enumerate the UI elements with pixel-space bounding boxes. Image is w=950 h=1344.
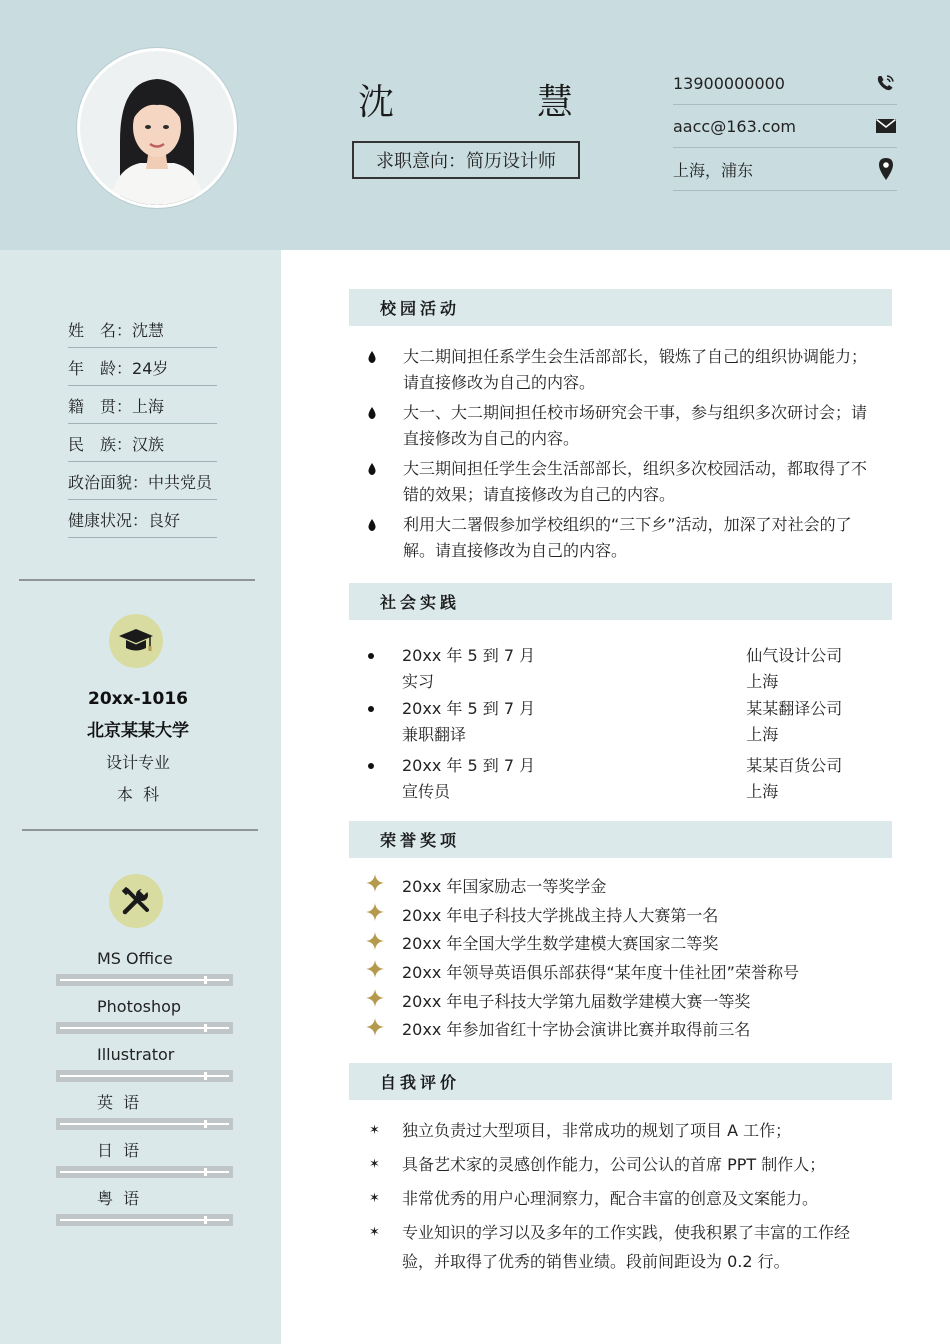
avatar <box>77 48 237 208</box>
info-row <box>68 311 217 348</box>
tools-icon <box>119 884 153 918</box>
portrait-image <box>80 51 234 205</box>
info-row <box>68 349 217 386</box>
drop-bullet-icon <box>367 456 377 482</box>
skill-item <box>56 1042 233 1068</box>
info-value: 汉族 <box>132 434 165 454</box>
practice-company: 某某翻译公司 <box>746 699 843 718</box>
practice-date: 20xx 年 5 到 7 月 <box>402 756 536 775</box>
name-char-1: 沈 <box>358 81 395 123</box>
star-bullet-icon: ✶ <box>369 1225 380 1240</box>
email-text: aacc@163.com <box>673 116 796 136</box>
list-item <box>366 1150 876 1179</box>
star-bullet-icon: ✶ <box>369 1191 380 1206</box>
list-item <box>366 753 876 805</box>
honor-text: 20xx 年参加省红十字协会演讲比赛并取得前三名 <box>402 1020 751 1040</box>
education-degree: 本 科 <box>116 785 160 804</box>
honor-text: 20xx 年领导英语俱乐部获得“某年度十佳社团”荣誉称号 <box>402 962 799 982</box>
honor-text: 20xx 年全国大学生数学建模大赛国家二等奖 <box>402 934 719 954</box>
skill-level-bar <box>56 1118 233 1130</box>
skill-level-bar <box>56 1022 233 1034</box>
sparkle-star-icon <box>366 1018 384 1036</box>
honor-text: 20xx 年国家励志一等奖学金 <box>402 876 607 896</box>
info-key: 年 龄： <box>68 358 133 378</box>
divider <box>19 579 255 581</box>
dot-bullet-icon <box>366 753 376 779</box>
practice-company: 某某百货公司 <box>746 756 843 775</box>
list-item <box>366 456 876 508</box>
skill-item <box>56 1090 233 1116</box>
list-item <box>366 1184 876 1213</box>
skill-level-knob <box>204 1168 207 1176</box>
contact-location-row <box>673 148 897 191</box>
contact-list <box>673 62 897 191</box>
section-title-evaluation: 自我评价 <box>349 1063 892 1100</box>
info-row <box>68 387 217 424</box>
education-school: 北京某某大学 <box>87 721 189 741</box>
list-item <box>366 1014 876 1043</box>
campus-item-text: 大二期间担任系学生会生活部部长，锻炼了自己的组织协调能力；请直接修改为自己的内容。 <box>403 347 868 392</box>
info-key: 健康状况： <box>68 510 149 530</box>
name-char-2: 慧 <box>536 81 573 123</box>
skill-level-knob <box>204 1120 207 1128</box>
skill-label: Illustrator <box>97 1045 175 1064</box>
list-item <box>366 400 876 452</box>
info-row <box>68 463 217 500</box>
info-value: 良好 <box>148 510 181 530</box>
skill-item <box>56 946 233 972</box>
skills-icon-circle <box>109 874 163 928</box>
star-bullet-icon: ✶ <box>369 1123 380 1138</box>
skill-level-knob <box>204 1024 207 1032</box>
practice-role: 实习 <box>402 672 435 691</box>
dot-bullet-icon <box>366 643 376 669</box>
location-text: 上海，浦东 <box>673 160 754 180</box>
list-item <box>366 1116 876 1145</box>
evaluation-text: 非常优秀的用户心理洞察力，配合丰富的创意及文案能力。 <box>402 1189 819 1208</box>
info-value: 上海 <box>132 396 165 416</box>
job-objective: 求职意向：简历设计师 <box>352 141 580 179</box>
phone-icon <box>875 73 897 93</box>
skill-item <box>56 1186 233 1212</box>
campus-item-text: 大一、大二期间担任校市场研究会干事，参与组织多次研讨会；请直接修改为自己的内容。 <box>403 403 868 448</box>
skill-level-knob <box>204 1072 207 1080</box>
list-item <box>366 871 876 900</box>
list-item <box>366 928 876 957</box>
evaluation-text: 具备艺术家的灵感创作能力，公司公认的首席 PPT 制作人； <box>402 1155 826 1174</box>
list-item <box>366 512 876 564</box>
education-block <box>38 685 238 813</box>
skill-level-bar <box>56 1070 233 1082</box>
list-item <box>366 696 876 748</box>
info-key: 姓 名： <box>68 320 133 340</box>
info-key: 籍 贯： <box>68 396 133 416</box>
list-item <box>366 957 876 986</box>
personal-info <box>68 311 217 539</box>
info-key: 政治面貌： <box>68 472 149 492</box>
drop-bullet-icon <box>367 344 377 370</box>
map-pin-icon <box>875 157 897 181</box>
drop-bullet-icon <box>367 400 377 426</box>
skill-level-knob <box>204 1216 207 1224</box>
education-major: 设计专业 <box>105 753 170 772</box>
info-value: 中共党员 <box>148 472 213 492</box>
list-item <box>366 1218 876 1276</box>
drop-bullet-icon <box>367 512 377 538</box>
education-years: 20xx-1016 <box>88 689 188 709</box>
campus-list <box>366 344 876 564</box>
sparkle-star-icon <box>366 903 384 921</box>
info-value: 沈慧 <box>132 320 165 340</box>
graduation-cap-icon <box>117 626 155 656</box>
practice-date: 20xx 年 5 到 7 月 <box>402 699 536 718</box>
info-value: 24岁 <box>132 358 169 378</box>
skill-item <box>56 1138 233 1164</box>
evaluation-text: 专业知识的学习以及多年的工作实践，使我积累了丰富的工作经验，并取得了优秀的销售业绩。段前间距设为 0.2 行。 <box>402 1223 851 1271</box>
skill-level-knob <box>204 976 207 984</box>
practice-city: 上海 <box>746 725 779 744</box>
skill-label: 日 语 <box>97 1141 140 1160</box>
honor-text: 20xx 年电子科技大学挑战主持人大赛第一名 <box>402 905 719 925</box>
envelope-icon <box>875 118 897 134</box>
sparkle-star-icon <box>366 932 384 950</box>
skill-label: Photoshop <box>97 997 182 1016</box>
section-title-practice: 社会实践 <box>349 583 892 620</box>
list-item <box>366 900 876 929</box>
campus-item-text: 利用大二署假参加学校组织的“三下乡”活动，加深了对社会的了解。请直接修改为自己的内容。 <box>403 515 852 560</box>
person-name <box>358 74 573 124</box>
sparkle-star-icon <box>366 960 384 978</box>
list-item <box>366 344 876 396</box>
skill-item <box>56 994 233 1020</box>
sparkle-star-icon <box>366 989 384 1007</box>
section-title-campus: 校园活动 <box>349 289 892 326</box>
list-item <box>366 986 876 1015</box>
skill-label: 粤 语 <box>97 1189 140 1208</box>
divider <box>22 829 258 831</box>
sparkle-star-icon <box>366 874 384 892</box>
info-row <box>68 501 217 538</box>
section-title-honors: 荣誉奖项 <box>349 821 892 858</box>
info-key: 民 族： <box>68 434 133 454</box>
practice-company: 仙气设计公司 <box>746 646 843 665</box>
practice-city: 上海 <box>746 782 779 801</box>
dot-bullet-icon <box>366 696 376 722</box>
phone-text: 13900000000 <box>673 73 785 93</box>
practice-list <box>366 643 876 805</box>
skill-label: 英 语 <box>97 1093 140 1112</box>
contact-email-row <box>673 105 897 148</box>
practice-city: 上海 <box>746 672 779 691</box>
evaluation-text: 独立负责过大型项目，非常成功的规划了项目 A 工作； <box>402 1121 792 1140</box>
honors-list <box>366 871 876 1043</box>
list-item <box>366 643 876 695</box>
honor-text: 20xx 年电子科技大学第九届数学建模大赛一等奖 <box>402 991 751 1011</box>
contact-phone-row <box>673 62 897 105</box>
info-row <box>68 425 217 462</box>
skill-level-bar <box>56 1214 233 1226</box>
skill-label: MS Office <box>97 949 173 968</box>
practice-role: 兼职翻译 <box>402 725 467 744</box>
evaluation-list <box>366 1116 876 1276</box>
campus-item-text: 大三期间担任学生会生活部部长，组织多次校园活动，都取得了不错的效果；请直接修改为自己的内容。 <box>403 459 868 504</box>
education-icon-circle <box>109 614 163 668</box>
skill-level-bar <box>56 974 233 986</box>
skill-level-bar <box>56 1166 233 1178</box>
practice-date: 20xx 年 5 到 7 月 <box>402 646 536 665</box>
practice-role: 宣传员 <box>402 782 451 801</box>
star-bullet-icon: ✶ <box>369 1157 380 1172</box>
